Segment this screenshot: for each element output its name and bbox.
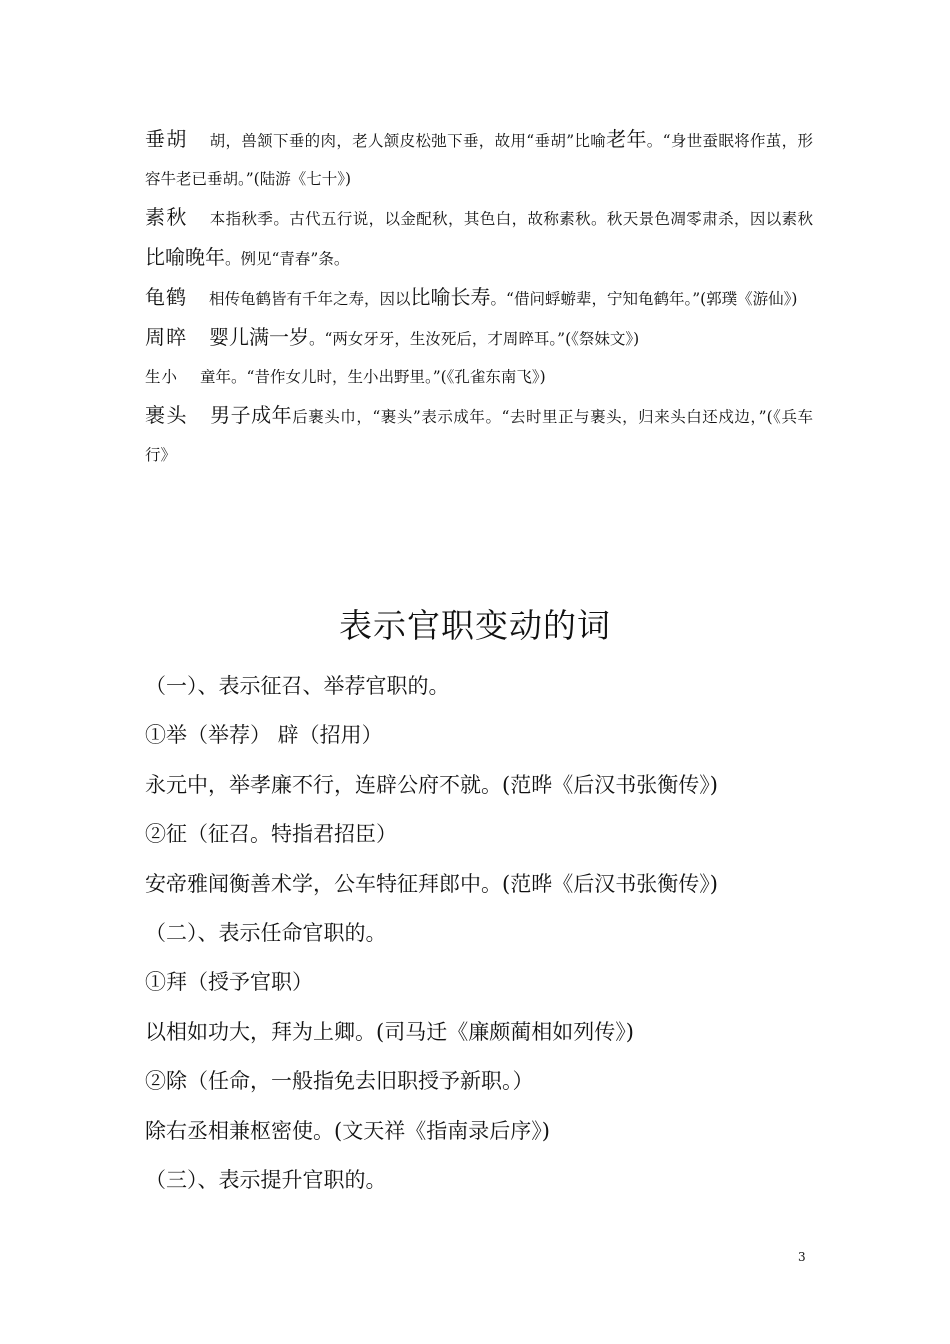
body-line: （二）、表示任命官职的。	[145, 920, 387, 945]
body-line: ②除（任命，一般指免去旧职授予新职。）	[145, 1069, 534, 1094]
section-title: 表示官职变动的词	[339, 606, 611, 645]
glossary-entries	[145, 120, 813, 474]
glossary-entry	[145, 358, 813, 396]
body-line: ①拜（授予官职）	[145, 970, 313, 995]
entry-text-after: 后裹头巾，“裹头”表示成年。“去时里正与裹头，归来头白还戍边，”(《兵车行》	[145, 408, 813, 464]
body-line: （一）、表示征召、举荐官职的。	[145, 674, 450, 698]
body-line: 安帝雅闻衡善术学，公车特征拜郎中。(范晔《后汉书张衡传》)	[145, 871, 718, 896]
entry-emphasis: 老年	[606, 127, 647, 151]
entry-term: 龟鹤	[145, 285, 187, 309]
entry-text: 胡，兽颔下垂的肉，老人颔皮松弛下垂，故用“垂胡”比喻	[209, 132, 607, 150]
entry-emphasis: 婴儿满一岁	[209, 325, 309, 349]
page-number: 3	[798, 1250, 806, 1264]
entry-term: 生小	[145, 368, 179, 386]
body-line: ①举（举荐） 辟（招用）	[145, 723, 383, 748]
entry-emphasis: 比喻晚年	[145, 245, 225, 269]
entry-text: 相传龟鹤皆有千年之寿，因以	[209, 290, 411, 308]
glossary-entry	[145, 198, 813, 278]
body-line: 除右丞相兼枢密使。(文天祥《指南录后序》)	[145, 1118, 550, 1143]
entry-text-after: 。“两女牙牙，生汝死后，才周晬耳。”(《祭妹文》)	[309, 330, 640, 348]
entry-text: 童年。“昔作女儿时，生小出野里。”(《孔雀东南飞》)	[200, 368, 546, 386]
body-line: ②征（征召。特指君招臣）	[145, 822, 397, 847]
entry-emphasis: 男子成年	[210, 403, 293, 427]
glossary-entry	[145, 318, 813, 358]
body-line: 永元中，举孝廉不行，连辟公府不就。(范晔《后汉书张衡传》)	[145, 772, 718, 797]
body-line: 以相如功大，拜为上卿。(司马迁《廉颇蔺相如列传》)	[145, 1019, 634, 1044]
entry-term: 素秋	[145, 205, 188, 229]
entry-text-after: 。“借问蜉蝣辈，宁知龟鹤年。”(郭璞《游仙》)	[490, 290, 798, 308]
glossary-entry	[145, 120, 813, 198]
entry-term: 裹头	[145, 403, 189, 427]
entry-emphasis: 比喻长寿	[410, 285, 491, 309]
entry-term: 垂胡	[145, 127, 188, 151]
glossary-entry	[145, 278, 813, 318]
entry-term: 周晬	[145, 325, 187, 349]
entry-text-after: 。例见“青春”条。	[225, 250, 350, 268]
section-body	[145, 662, 835, 1205]
entry-text: 本指秋季。古代五行说，以金配秋，其色白，故称素秋。秋天景色凋零肃杀，因以素秋	[209, 210, 814, 228]
entry-text-after: 。“身世蚕眠将作茧，形容牛老已垂胡。”(陆游《七十》)	[145, 132, 814, 188]
body-line: （三）、表示提升官职的。	[145, 1167, 387, 1192]
glossary-entry	[145, 396, 813, 474]
